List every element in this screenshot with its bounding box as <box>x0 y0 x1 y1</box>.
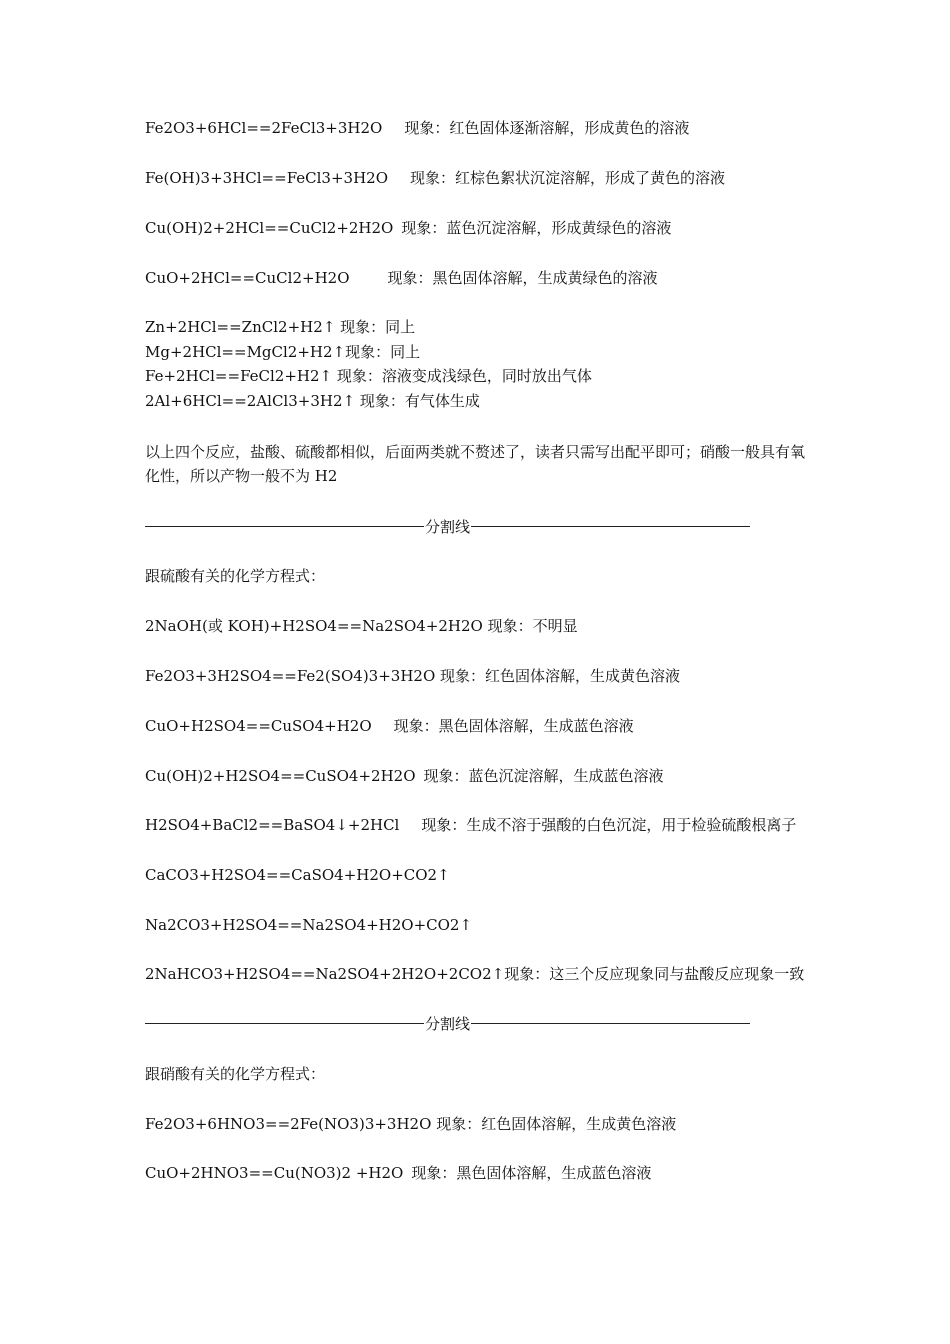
equation: Na2CO3+H2SO4==Na2SO4+H2O+CO2↑ <box>145 916 473 934</box>
hcl-reaction-line <box>145 218 815 238</box>
sulfuric-reaction-line <box>145 964 815 984</box>
phenomenon: 现象：蓝色沉淀溶解，生成蓝色溶液 <box>423 767 664 785</box>
equation: Fe2O3+6HCl==2FeCl3+3H2O <box>145 119 383 137</box>
phenomenon: 现象：同上 <box>340 318 416 336</box>
nitric-reaction-line <box>145 1163 815 1183</box>
divider-rule <box>145 526 424 527</box>
sulfuric-reaction-line <box>145 716 815 736</box>
equation: 2NaHCO3+H2SO4==Na2SO4+2H2O+2CO2↑ <box>145 965 505 983</box>
equation: Cu(OH)2+H2SO4==CuSO4+2H2O <box>145 767 416 785</box>
sulfuric-reaction-line <box>145 616 815 636</box>
phenomenon: 现象：红色固体溶解，生成黄色溶液 <box>436 1115 677 1133</box>
equation: CuO+H2SO4==CuSO4+H2O <box>145 717 372 735</box>
equation: Zn+2HCl==ZnCl2+H2↑ <box>145 318 336 336</box>
phenomenon: 现象：黑色固体溶解，生成蓝色溶液 <box>393 717 634 735</box>
sulfuric-reaction-line <box>145 915 815 935</box>
sulfuric-reaction-line <box>145 815 815 835</box>
phenomenon: 现象：同上 <box>345 343 421 361</box>
phenomenon: 现象：黑色固体溶解，生成黄绿色的溶液 <box>387 269 658 287</box>
metal-reaction-line <box>145 391 815 411</box>
hcl-reaction-line <box>145 168 815 188</box>
metal-reaction-line <box>145 342 815 362</box>
equation: 2Al+6HCl==2AlCl3+3H2↑ <box>145 392 356 410</box>
sulfuric-reaction-line <box>145 865 815 885</box>
sulfuric-reaction-line <box>145 766 815 786</box>
phenomenon: 现象：蓝色沉淀溶解，形成黄绿色的溶液 <box>401 219 672 237</box>
section-divider <box>145 1013 750 1033</box>
phenomenon: 现象：红色固体逐渐溶解，形成黄色的溶液 <box>404 119 690 137</box>
divider-label: 分割线 <box>425 517 471 536</box>
equation: Cu(OH)2+2HCl==CuCl2+2H2O <box>145 219 394 237</box>
metal-reaction-line <box>145 366 815 386</box>
equation: CuO+2HNO3==Cu(NO3)2 +H2O <box>145 1164 404 1182</box>
divider-rule <box>471 1023 750 1024</box>
equation: CaCO3+H2SO4==CaSO4+H2O+CO2↑ <box>145 866 450 884</box>
divider-rule <box>145 1023 424 1024</box>
phenomenon: 现象：生成不溶于强酸的白色沉淀，用于检验硫酸根离子 <box>421 816 797 834</box>
equation: H2SO4+BaCl2==BaSO4↓+2HCl <box>145 816 400 834</box>
equation: Fe2O3+3H2SO4==Fe2(SO4)3+3H2O <box>145 667 436 685</box>
equation: Mg+2HCl==MgCl2+H2↑ <box>145 343 346 361</box>
phenomenon: 现象：有气体生成 <box>359 392 480 410</box>
phenomenon: 现象：溶液变成浅绿色，同时放出气体 <box>336 367 592 385</box>
hcl-reaction-line <box>145 118 815 138</box>
divider-label: 分割线 <box>425 1014 471 1033</box>
phenomenon: 现象：红色固体溶解，生成黄色溶液 <box>440 667 681 685</box>
phenomenon: 现象：不明显 <box>487 617 578 635</box>
metal-reaction-line <box>145 317 815 337</box>
section-divider <box>145 516 750 536</box>
equation: CuO+2HCl==CuCl2+H2O <box>145 269 350 287</box>
phenomenon: 现象：红棕色絮状沉淀溶解，形成了黄色的溶液 <box>410 169 726 187</box>
sulfuric-heading: 跟硫酸有关的化学方程式： <box>145 567 326 585</box>
hcl-reaction-line <box>145 268 815 288</box>
equation: Fe(OH)3+3HCl==FeCl3+3H2O <box>145 169 389 187</box>
nitric-reaction-line <box>145 1114 815 1134</box>
sulfuric-reaction-line <box>145 666 815 686</box>
phenomenon: 现象：黑色固体溶解，生成蓝色溶液 <box>411 1164 652 1182</box>
equation: Fe2O3+6HNO3==2Fe(NO3)3+3H2O <box>145 1115 432 1133</box>
note-paragraph: 以上四个反应，盐酸、硫酸都相似，后面两类就不赘述了，读者只需写出配平即可；硝酸一般具有氧化性，所以产物一般不为 H2 <box>145 443 806 485</box>
equation: 2NaOH(或 KOH)+H2SO4==Na2SO4+2H2O <box>145 617 483 635</box>
nitric-heading: 跟硝酸有关的化学方程式： <box>145 1065 326 1083</box>
equation: Fe+2HCl==FeCl2+H2↑ <box>145 367 333 385</box>
divider-rule <box>471 526 750 527</box>
phenomenon: 现象：这三个反应现象同与盐酸反应现象一致 <box>504 965 805 983</box>
